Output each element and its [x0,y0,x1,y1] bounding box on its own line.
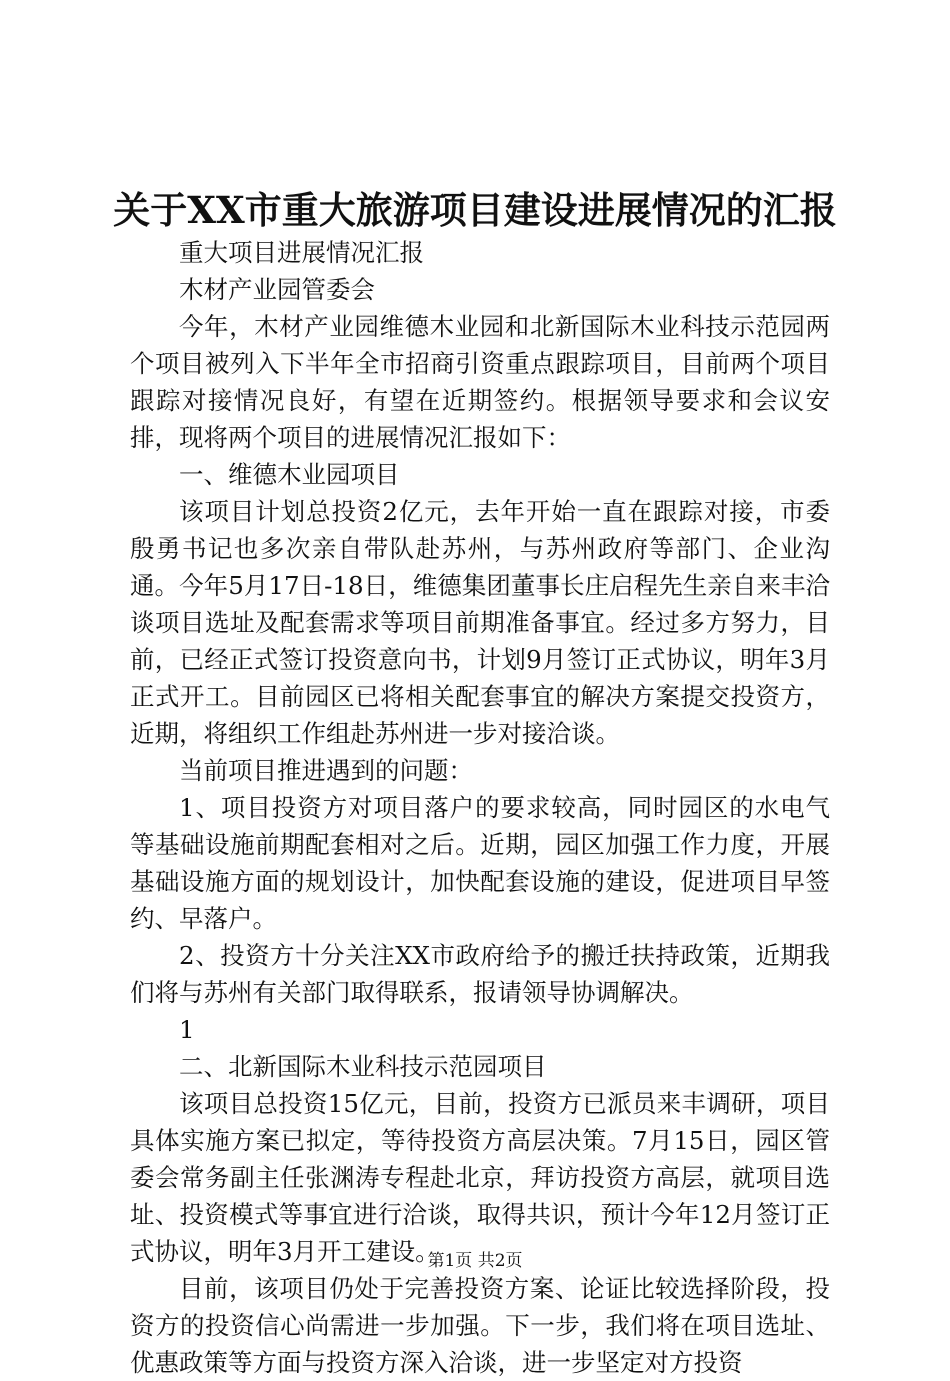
paragraph-problem-2: 2、投资方十分关注XX市政府给予的搬迁扶持政策，近期我们将与苏州有关部门取得联系，报请领导协调解决。 [130,941,830,1007]
paragraph-organization: 木材产业园管委会 [179,275,375,304]
paragraph-problems-heading: 当前项目推进遇到的问题： [179,756,473,785]
paragraph-heading-2: 二、北新国际木业科技示范园项目 [179,1052,547,1081]
paragraph-heading-1: 一、维德木业园项目 [179,460,400,489]
paragraph-problem-1: 1、项目投资方对项目落户的要求较高，同时园区的水电气等基础设施前期配套相对之后。近期，园区加强工作力度，开展基础设施方面的规划设计，加快配套设施的建设，促进项目早签约、早落户。 [130,793,830,933]
document-body [130,234,830,1381]
paragraph-next-steps: 目前，该项目仍处于完善投资方案、论证比较选择阶段，投资方的投资信心尚需进一步加强。下一步，我们将在项目选址、优惠政策等方面与投资方深入洽谈，进一步坚定对方投资 [130,1274,830,1377]
paragraph-subtitle: 重大项目进展情况汇报 [179,238,424,267]
paragraph-project-1: 该项目计划总投资2亿元，去年开始一直在跟踪对接，市委殷勇书记也多次亲自带队赴苏州，与苏州政府等部门、企业沟通。今年5月17日-18日，维德集团董事长庄启程先生亲自来丰洽谈项目选址及配套需求等项目前期准备事宜。经过多方努力，目前，已经正式签订投资意向书，计划9月签订正式协议，明年3月正式开工。目前园区已将相关配套事宜的解决方案提交投资方，近期，将组织工作组赴苏州进一步对接洽谈。 [130,497,830,748]
paragraph-intro: 今年，木材产业园维德木业园和北新国际木业科技示范园两个项目被列入下半年全市招商引资重点跟踪项目，目前两个项目跟踪对接情况良好，有望在近期签约。根据领导要求和会议安排，现将两个项目的进展情况汇报如下： [130,312,830,452]
page-footer: 第1页 共2页 [427,1251,523,1271]
paragraph-project-2: 该项目总投资15亿元，目前，投资方已派员来丰调研，项目具体实施方案已拟定，等待投资方高层决策。7月15日，园区管委会常务副主任张渊涛专程赴北京，拜访投资方高层，就项目选址、投资模式等事宜进行洽谈，取得共识，预计今年12月签订正式协议，明年3月开工建设。 [130,1089,830,1266]
paragraph-marker: 1 [179,1015,195,1044]
document-title: 关于XX市重大旅游项目建设进展情况的汇报 [113,188,837,232]
